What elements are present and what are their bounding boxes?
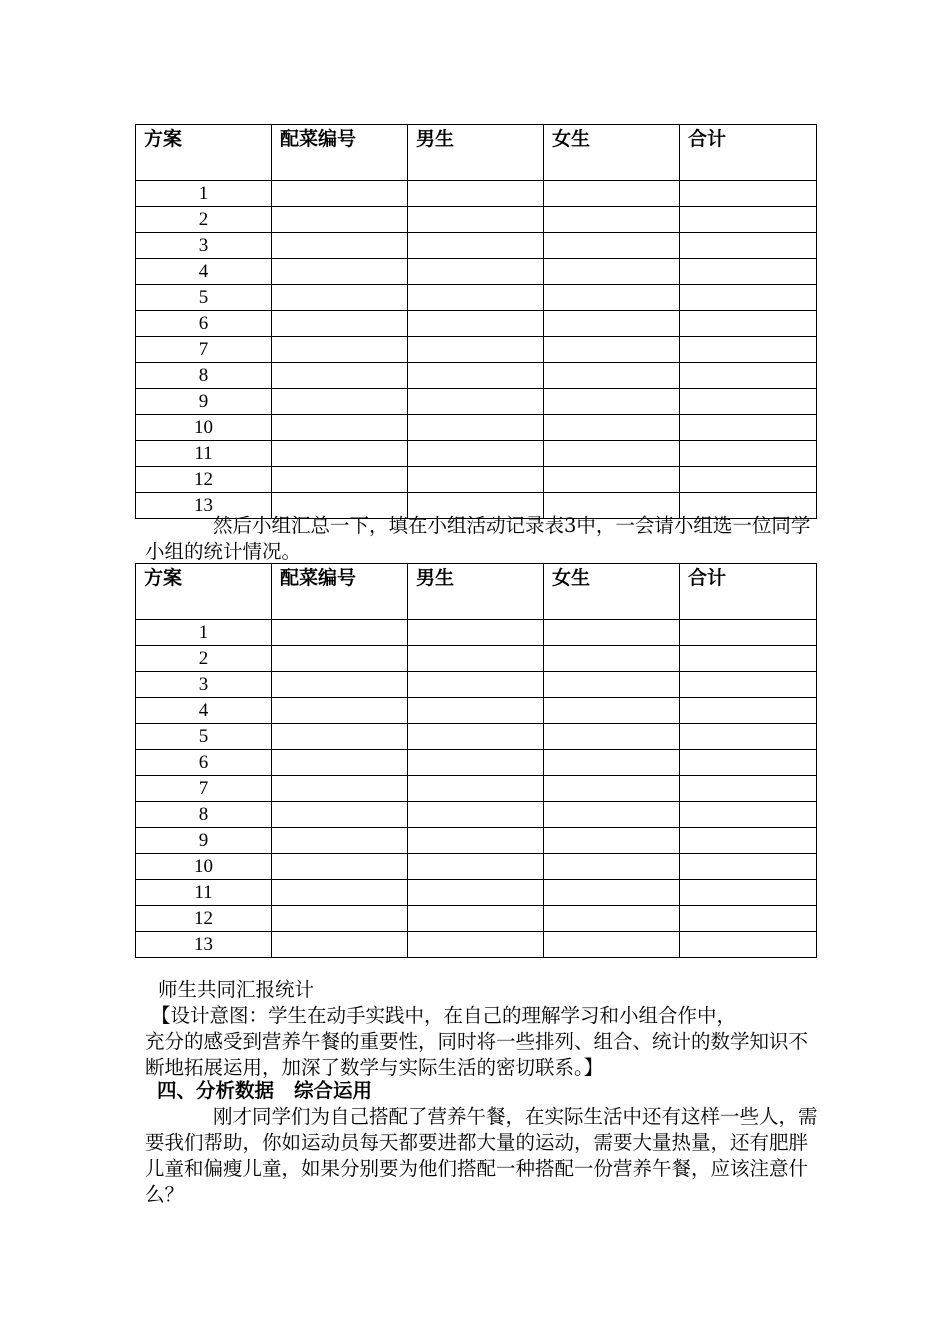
column-header: 方案	[136, 125, 272, 181]
empty-cell	[408, 441, 544, 467]
empty-cell	[680, 698, 817, 724]
empty-cell	[680, 802, 817, 828]
record-table-2	[135, 563, 817, 958]
table-row	[136, 906, 817, 932]
empty-cell	[544, 802, 680, 828]
empty-cell	[272, 441, 408, 467]
empty-cell	[544, 233, 680, 259]
empty-cell	[272, 880, 408, 906]
column-header: 配菜编号	[272, 125, 408, 181]
table-row	[136, 181, 817, 207]
empty-cell	[408, 776, 544, 802]
empty-cell	[408, 932, 544, 958]
empty-cell	[544, 467, 680, 493]
empty-cell	[408, 285, 544, 311]
empty-cell	[272, 932, 408, 958]
empty-cell	[544, 389, 680, 415]
empty-cell	[408, 880, 544, 906]
table-row	[136, 389, 817, 415]
table-row	[136, 776, 817, 802]
table-row	[136, 207, 817, 233]
empty-cell	[272, 854, 408, 880]
empty-cell	[272, 337, 408, 363]
empty-cell	[680, 285, 817, 311]
empty-cell	[544, 776, 680, 802]
column-header: 合计	[680, 564, 817, 620]
plan-number-cell: 8	[136, 363, 272, 389]
empty-cell	[272, 467, 408, 493]
plan-number-cell: 1	[136, 181, 272, 207]
plan-number-cell: 11	[136, 441, 272, 467]
empty-cell	[680, 207, 817, 233]
empty-cell	[408, 389, 544, 415]
plan-number-cell: 4	[136, 698, 272, 724]
plan-number-cell: 9	[136, 389, 272, 415]
empty-cell	[272, 672, 408, 698]
empty-cell	[680, 880, 817, 906]
design-intent-rest: 充分的感受到营养午餐的重要性，同时将一些排列、组合、统计的数学知识不断地拓展运用，加深了数学与实际生活的密切联系。】	[145, 1030, 809, 1079]
table-header-row	[136, 564, 817, 620]
empty-cell	[272, 776, 408, 802]
empty-cell	[544, 672, 680, 698]
empty-cell	[680, 259, 817, 285]
empty-cell	[544, 698, 680, 724]
empty-cell	[680, 311, 817, 337]
empty-cell	[272, 389, 408, 415]
empty-cell	[544, 750, 680, 776]
empty-cell	[680, 181, 817, 207]
column-header: 方案	[136, 564, 272, 620]
empty-cell	[680, 467, 817, 493]
plan-number-cell: 7	[136, 776, 272, 802]
empty-cell	[680, 932, 817, 958]
empty-cell	[544, 181, 680, 207]
table-row	[136, 854, 817, 880]
table-row	[136, 672, 817, 698]
empty-cell	[408, 620, 544, 646]
empty-cell	[408, 750, 544, 776]
empty-cell	[272, 207, 408, 233]
empty-cell	[680, 672, 817, 698]
plan-number-cell: 2	[136, 207, 272, 233]
plan-number-cell: 3	[136, 233, 272, 259]
empty-cell	[272, 724, 408, 750]
table-row	[136, 233, 817, 259]
empty-cell	[680, 620, 817, 646]
table-row	[136, 467, 817, 493]
table-row	[136, 415, 817, 441]
table-row	[136, 337, 817, 363]
empty-cell	[680, 646, 817, 672]
plan-number-cell: 3	[136, 672, 272, 698]
plan-number-cell: 13	[136, 932, 272, 958]
table-row	[136, 880, 817, 906]
empty-cell	[408, 802, 544, 828]
design-intent-first-line: 【设计意图：学生在动手实践中，在自己的理解学习和小组合作中，	[151, 1004, 737, 1027]
table-row	[136, 802, 817, 828]
plan-number-cell: 8	[136, 802, 272, 828]
empty-cell	[544, 337, 680, 363]
empty-cell	[272, 698, 408, 724]
section-4-title-a: 四、分析数据	[157, 1079, 275, 1102]
empty-cell	[680, 750, 817, 776]
plan-number-cell: 10	[136, 415, 272, 441]
table-row	[136, 698, 817, 724]
empty-cell	[680, 724, 817, 750]
record-table-2-body	[136, 564, 817, 958]
plan-number-cell: 11	[136, 880, 272, 906]
plan-number-cell: 12	[136, 906, 272, 932]
empty-cell	[680, 363, 817, 389]
empty-cell	[680, 828, 817, 854]
plan-number-cell: 6	[136, 311, 272, 337]
column-header: 配菜编号	[272, 564, 408, 620]
empty-cell	[408, 724, 544, 750]
empty-cell	[544, 906, 680, 932]
empty-cell	[544, 880, 680, 906]
table-row	[136, 311, 817, 337]
empty-cell	[272, 828, 408, 854]
plan-number-cell: 2	[136, 646, 272, 672]
section-4-paragraph: 刚才同学们为自己搭配了营养午餐，在实际生活中还有这样一些人，需要我们帮助，你如运动员每天都要进都大量的运动，需要大量热量，还有肥胖儿童和偏瘦儿童，如果分别要为他们搭配一种搭配一份营养午餐，应该注意什么？	[145, 1105, 818, 1206]
plan-number-cell: 4	[136, 259, 272, 285]
empty-cell	[544, 285, 680, 311]
record-table-1	[135, 124, 817, 519]
column-header: 男生	[408, 564, 544, 620]
report-line: 师生共同汇报统计	[158, 978, 315, 1001]
empty-cell	[272, 285, 408, 311]
empty-cell	[272, 181, 408, 207]
empty-cell	[680, 389, 817, 415]
empty-cell	[272, 646, 408, 672]
empty-cell	[272, 906, 408, 932]
plan-number-cell: 10	[136, 854, 272, 880]
table-header-row	[136, 125, 817, 181]
empty-cell	[544, 311, 680, 337]
empty-cell	[408, 363, 544, 389]
empty-cell	[272, 802, 408, 828]
plan-number-cell: 1	[136, 620, 272, 646]
empty-cell	[544, 646, 680, 672]
plan-number-cell: 6	[136, 750, 272, 776]
empty-cell	[272, 233, 408, 259]
plan-number-cell: 12	[136, 467, 272, 493]
empty-cell	[680, 233, 817, 259]
empty-cell	[408, 337, 544, 363]
column-header: 女生	[544, 125, 680, 181]
empty-cell	[408, 207, 544, 233]
empty-cell	[272, 311, 408, 337]
empty-cell	[544, 415, 680, 441]
empty-cell	[272, 363, 408, 389]
plan-number-cell: 13	[136, 493, 272, 519]
empty-cell	[408, 854, 544, 880]
empty-cell	[408, 415, 544, 441]
empty-cell	[544, 828, 680, 854]
empty-cell	[544, 620, 680, 646]
table-row	[136, 363, 817, 389]
plan-number-cell: 5	[136, 285, 272, 311]
empty-cell	[408, 467, 544, 493]
table-row	[136, 285, 817, 311]
plan-number-cell: 7	[136, 337, 272, 363]
empty-cell	[272, 415, 408, 441]
empty-cell	[544, 854, 680, 880]
empty-cell	[408, 698, 544, 724]
table-row	[136, 646, 817, 672]
empty-cell	[544, 363, 680, 389]
empty-cell	[408, 233, 544, 259]
design-intent-paragraph	[145, 1003, 825, 1081]
empty-cell	[408, 672, 544, 698]
table-row	[136, 750, 817, 776]
empty-cell	[680, 776, 817, 802]
table-row	[136, 620, 817, 646]
empty-cell	[544, 207, 680, 233]
empty-cell	[272, 620, 408, 646]
empty-cell	[544, 441, 680, 467]
empty-cell	[680, 415, 817, 441]
empty-cell	[272, 750, 408, 776]
empty-cell	[408, 181, 544, 207]
empty-cell	[680, 441, 817, 467]
section-4-heading	[157, 1078, 372, 1104]
table-row	[136, 932, 817, 958]
empty-cell	[680, 906, 817, 932]
empty-cell	[544, 724, 680, 750]
table-row	[136, 724, 817, 750]
empty-cell	[408, 646, 544, 672]
plan-number-cell: 5	[136, 724, 272, 750]
column-header: 合计	[680, 125, 817, 181]
plan-number-cell: 9	[136, 828, 272, 854]
summary-paragraph: 然后小组汇总一下，填在小组活动记录表3中，一会请小组选一位同学小组的统计情况。	[145, 514, 811, 563]
table-row	[136, 441, 817, 467]
empty-cell	[544, 932, 680, 958]
column-header: 女生	[544, 564, 680, 620]
table-row	[136, 259, 817, 285]
empty-cell	[680, 337, 817, 363]
empty-cell	[680, 854, 817, 880]
record-table-1-body	[136, 125, 817, 519]
section-4-title-b: 综合运用	[294, 1079, 373, 1102]
empty-cell	[408, 828, 544, 854]
table-row	[136, 828, 817, 854]
empty-cell	[408, 906, 544, 932]
empty-cell	[408, 259, 544, 285]
empty-cell	[408, 311, 544, 337]
empty-cell	[272, 259, 408, 285]
column-header: 男生	[408, 125, 544, 181]
empty-cell	[544, 259, 680, 285]
